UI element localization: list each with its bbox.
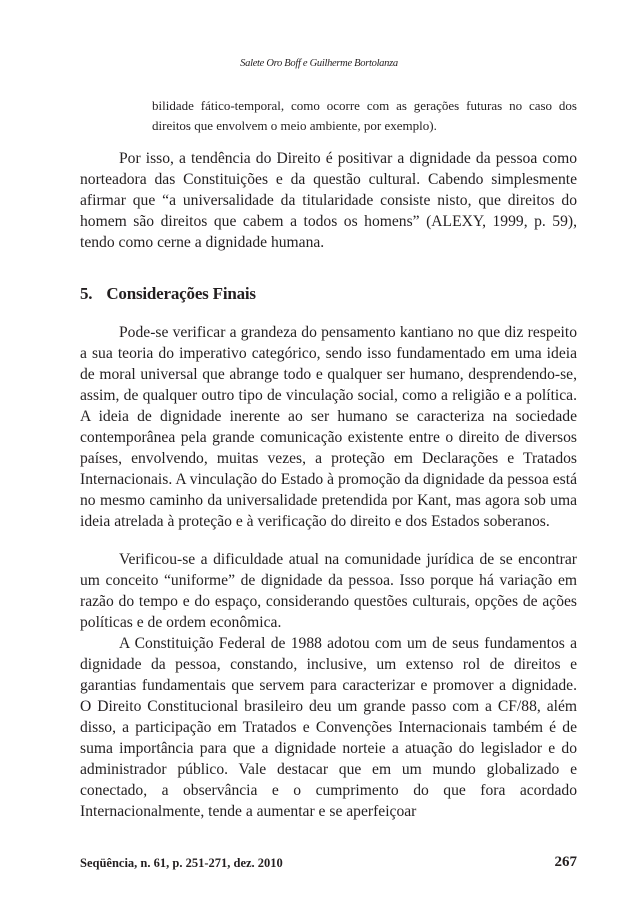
journal-citation: Seqüência, n. 61, p. 251-271, dez. 2010	[80, 856, 283, 870]
section-number: 5.	[80, 284, 93, 303]
body-paragraph: A Constituição Federal de 1988 adotou com um de seus fundamentos a dignidade da pessoa, constando, inclusive, um extenso rol de direitos e garantias fundamentais que servem para caracterizar e promover a dignidade. O Direito Constitucional brasileiro deu um grande passo com a CF/88, além disso, a participação em Tratados e Convenções Internacionais também é de suma importância para que a dignidade norteie a atuação do legislador e do administrador público. Vale destacar que em um mundo globalizado e conectado, a observância e o cumprimento do que fora acordado Internacionalmente, tende a aumentar e se aperfeiçoar	[80, 635, 577, 820]
block-quote-continuation: bilidade fático-temporal, como ocorre com as gerações futuras no caso dos direitos que envolvem o meio ambiente, por exemplo).	[152, 98, 577, 133]
page-footer	[80, 856, 577, 871]
page-number: 267	[554, 854, 577, 870]
body-paragraph: Verificou-se a dificuldade atual na comunidade jurídica de se encontrar um conceito “uniforme” de dignidade da pessoa. Isso porque há variação em razão do tempo e do espaço, considerando questões culturais, opções de ações políticas e de ordem econômica.	[80, 551, 577, 631]
section-heading	[80, 284, 256, 304]
running-head: Salete Oro Boff e Guilherme Bortolanza	[240, 58, 398, 69]
body-paragraph-intro: Por isso, a tendência do Direito é positivar a dignidade da pessoa como norteadora das Constituições e da questão cultural. Cabendo simplesmente afirmar que “a universalidade da titularidade consiste nisto, que direitos do homem são direitos que cabem a todos os homens” (ALEXY, 1999, p. 59), tendo como cerne a dignidade humana.	[80, 150, 577, 251]
section-title: Considerações Finais	[106, 284, 256, 303]
body-paragraph: Pode-se verificar a grandeza do pensamento kantiano no que diz respeito a sua teoria do imperativo categórico, sendo isso fundamentado em uma ideia de moral universal que abrange todo e qualquer ser humano, desprendendo-se, assim, de qualquer outro tipo de vinculação social, como a religião e a política. A ideia de dignidade inerente ao ser humano se caracteriza na sociedade contemporânea pela grande comunicação existente entre o direito de diversos países, envolvendo, muitas vezes, a proteção em Declarações e Tratados Internacionais. A vinculação do Estado à promoção da dignidade da pessoa está no mesmo caminho da universalidade pretendida por Kant, mas agora sob uma ideia atrelada à proteção e à verificação do direito e dos Estados soberanos.	[80, 324, 577, 530]
